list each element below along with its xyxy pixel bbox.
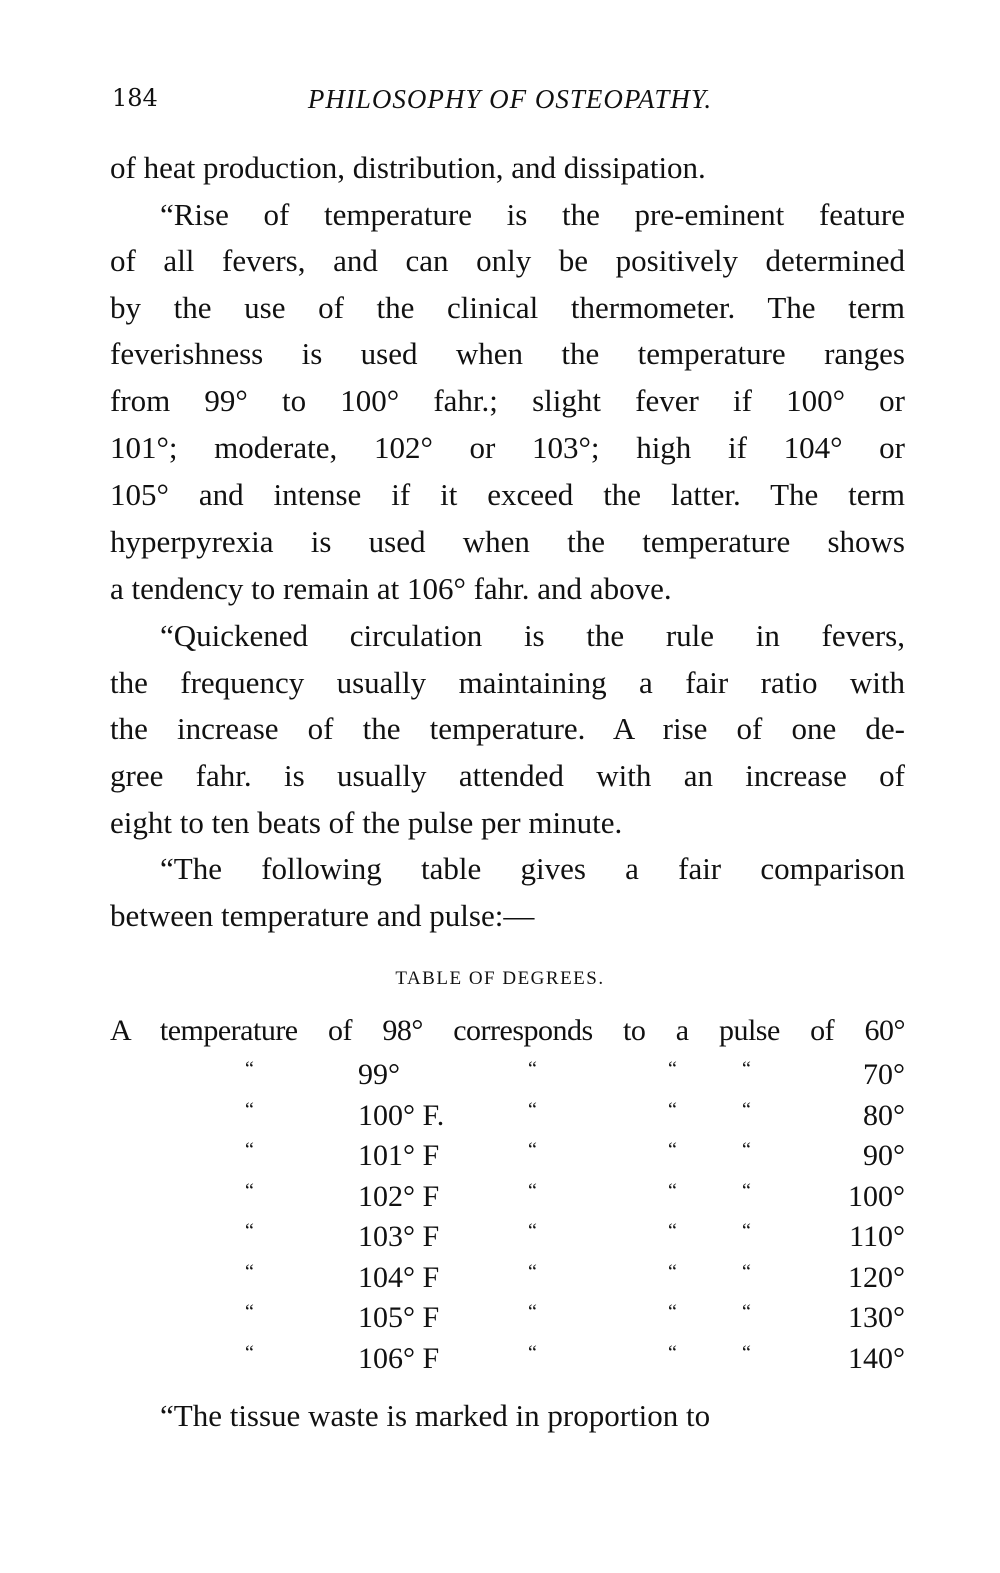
- pulse-cell: 140°: [848, 1341, 905, 1375]
- pulse-cell: 100°: [848, 1179, 905, 1213]
- closing-line: “The tissue waste is marked in proportion to: [160, 1398, 711, 1433]
- ditto-mark: “: [742, 1179, 751, 1202]
- text-line: the frequency usually maintaining a fair ratio with: [110, 665, 905, 700]
- ditto-mark: “: [245, 1341, 254, 1364]
- ditto-mark: “: [245, 1301, 254, 1323]
- temperature-cell: 105° F: [358, 1301, 440, 1334]
- ditto-mark: “: [668, 1220, 677, 1242]
- ditto-mark: “: [668, 1058, 677, 1080]
- temperature-cell: 103° F: [358, 1220, 440, 1253]
- ditto-mark: “: [528, 1220, 537, 1242]
- table-row: [0, 1099, 1000, 1139]
- ditto-mark: “: [528, 1260, 537, 1283]
- ditto-mark: “: [668, 1341, 677, 1364]
- ditto-mark: “: [668, 1098, 677, 1121]
- text-line: 101°; moderate, 102° or 103°; high if 104° or: [110, 430, 905, 465]
- temperature-cell: 106° F: [358, 1341, 440, 1375]
- table-row: [0, 1220, 1000, 1260]
- text-line: gree fahr. is usually attended with an increase of: [110, 758, 905, 793]
- table-row: [0, 1342, 1000, 1382]
- text-line: hyperpyrexia is used when the temperature shows: [110, 524, 905, 559]
- ditto-mark: “: [668, 1139, 677, 1161]
- ditto-mark: “: [245, 1260, 254, 1283]
- ditto-mark: “: [742, 1098, 751, 1121]
- text-line: of heat production, distribution, and dissipation.: [110, 150, 706, 185]
- ditto-mark: “: [742, 1341, 751, 1364]
- text-line: between temperature and pulse:—: [110, 898, 535, 933]
- text-line: eight to ten beats of the pulse per minute.: [110, 805, 623, 840]
- ditto-mark: “: [668, 1179, 677, 1202]
- text-line: “Rise of temperature is the pre-eminent feature: [160, 197, 905, 232]
- table-row: [0, 1261, 1000, 1301]
- pulse-cell: 110°: [849, 1220, 905, 1253]
- running-title: PHILOSOPHY OF OSTEOPATHY.: [307, 84, 713, 114]
- text-line: “Quickened circulation is the rule in fevers,: [160, 618, 905, 653]
- table-title: TABLE OF DEGREES.: [395, 968, 605, 989]
- ditto-mark: “: [245, 1098, 254, 1121]
- ditto-mark: “: [742, 1139, 751, 1161]
- temperature-cell: 102° F: [358, 1179, 440, 1213]
- ditto-mark: “: [528, 1341, 537, 1364]
- temperature-cell: 104° F: [358, 1260, 440, 1294]
- pulse-cell: 80°: [863, 1098, 905, 1132]
- text-line: feverishness is used when the temperature ranges: [110, 336, 905, 371]
- ditto-mark: “: [245, 1179, 254, 1202]
- ditto-mark: “: [668, 1301, 677, 1323]
- ditto-mark: “: [742, 1058, 751, 1080]
- table-row: [0, 1058, 1000, 1098]
- ditto-mark: “: [528, 1139, 537, 1161]
- text-line: 105° and intense if it exceed the latter. The term: [110, 477, 905, 512]
- table-row: [0, 1301, 1000, 1341]
- table-row: [0, 1139, 1000, 1179]
- ditto-mark: “: [528, 1301, 537, 1323]
- text-line: of all fevers, and can only be positively determined: [110, 243, 905, 278]
- ditto-mark: “: [245, 1139, 254, 1161]
- text-line: a tendency to remain at 106° fahr. and above.: [110, 571, 672, 606]
- table-row: [0, 1180, 1000, 1220]
- text-line: from 99° to 100° fahr.; slight fever if 100° or: [110, 383, 905, 418]
- table-first-row: A temperature of 98° corresponds to a pulse of 60°: [110, 1014, 905, 1047]
- page-number: 184: [112, 84, 158, 112]
- ditto-mark: “: [742, 1260, 751, 1283]
- ditto-mark: “: [668, 1260, 677, 1283]
- pulse-cell: 120°: [848, 1260, 905, 1294]
- ditto-mark: “: [245, 1220, 254, 1242]
- ditto-mark: “: [528, 1179, 537, 1202]
- pulse-cell: 130°: [848, 1301, 905, 1334]
- temperature-cell: 99°: [358, 1058, 400, 1091]
- text-line: by the use of the clinical thermometer. The term: [110, 290, 905, 325]
- text-line: the increase of the temperature. A rise of one de-: [110, 711, 905, 746]
- ditto-mark: “: [742, 1301, 751, 1323]
- temperature-cell: 100° F.: [358, 1098, 445, 1132]
- text-line: “The following table gives a fair comparison: [160, 851, 905, 886]
- ditto-mark: “: [245, 1058, 254, 1080]
- ditto-mark: “: [528, 1098, 537, 1121]
- temperature-cell: 101° F: [358, 1139, 440, 1172]
- ditto-mark: “: [528, 1058, 537, 1080]
- pulse-cell: 90°: [863, 1139, 905, 1172]
- ditto-mark: “: [742, 1220, 751, 1242]
- pulse-cell: 70°: [863, 1058, 905, 1091]
